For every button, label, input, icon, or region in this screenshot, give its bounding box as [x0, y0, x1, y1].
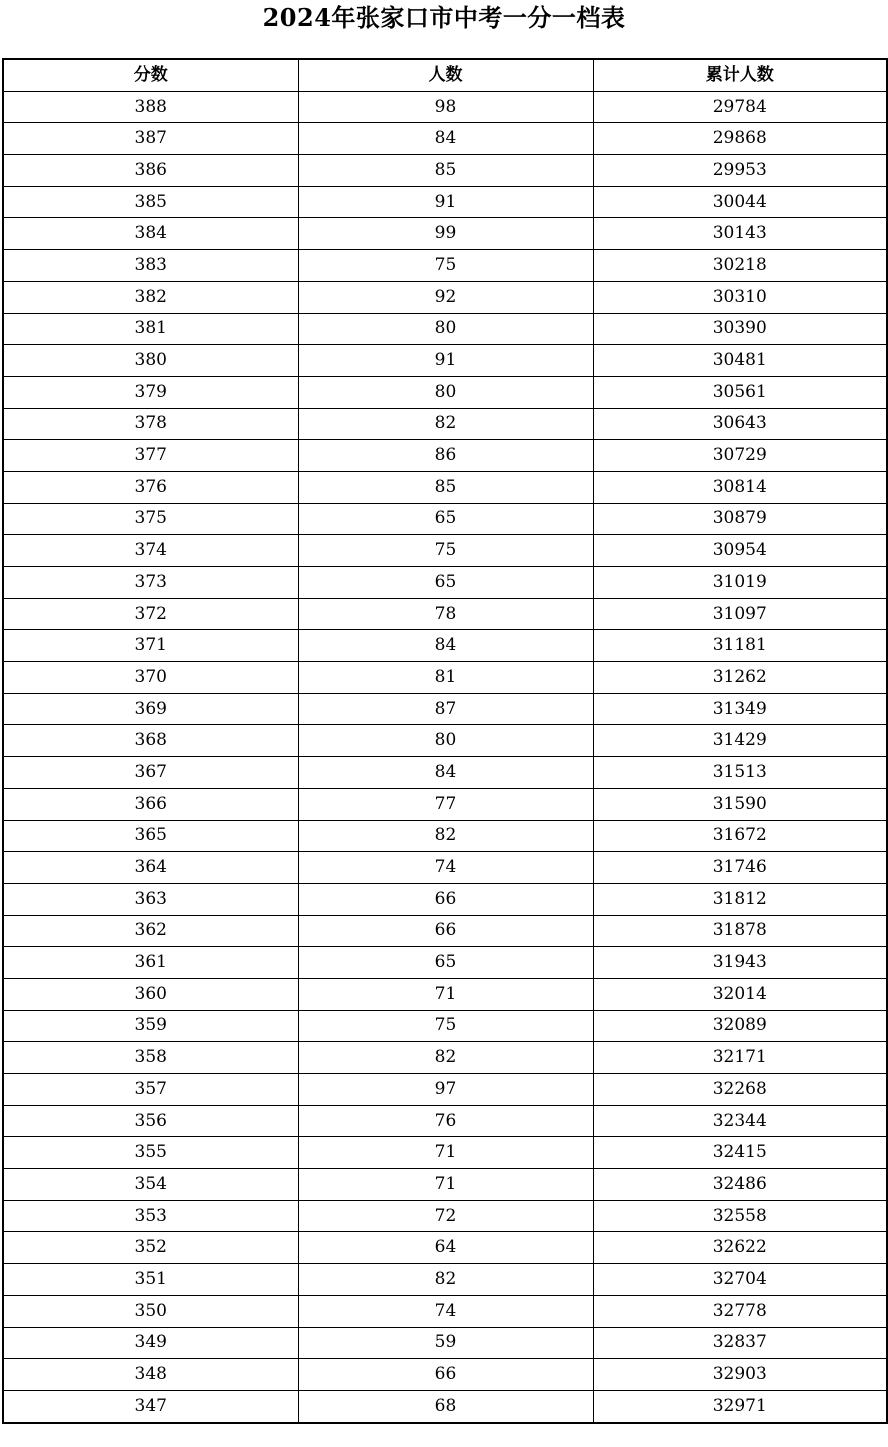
cumulative-cell: 30481	[593, 345, 887, 377]
cumulative-cell: 31812	[593, 883, 887, 915]
table-row	[3, 1010, 887, 1042]
score-cell: 348	[3, 1359, 298, 1391]
page-title: 2024年张家口市中考一分一档表	[262, 3, 626, 32]
header-count: 人数	[298, 59, 593, 91]
table-row	[3, 725, 887, 757]
table-row	[3, 1042, 887, 1074]
count-cell: 68	[298, 1390, 593, 1422]
score-cell: 361	[3, 947, 298, 979]
count-cell: 86	[298, 440, 593, 472]
table-row	[3, 1390, 887, 1422]
score-cell: 368	[3, 725, 298, 757]
cumulative-cell: 30218	[593, 250, 887, 282]
score-cell: 377	[3, 440, 298, 472]
score-cell: 363	[3, 883, 298, 915]
table-row	[3, 281, 887, 313]
cumulative-cell: 30643	[593, 408, 887, 440]
table-row	[3, 567, 887, 599]
score-cell: 386	[3, 155, 298, 187]
score-cell: 376	[3, 471, 298, 503]
cumulative-cell: 30143	[593, 218, 887, 250]
table-row	[3, 1264, 887, 1296]
score-cell: 375	[3, 503, 298, 535]
count-cell: 84	[298, 123, 593, 155]
count-cell: 82	[298, 820, 593, 852]
count-cell: 65	[298, 567, 593, 599]
table-row	[3, 1327, 887, 1359]
count-cell: 82	[298, 1042, 593, 1074]
cumulative-cell: 32268	[593, 1074, 887, 1106]
cumulative-cell: 32089	[593, 1010, 887, 1042]
count-cell: 65	[298, 947, 593, 979]
score-cell: 354	[3, 1169, 298, 1201]
score-cell: 383	[3, 250, 298, 282]
table-row	[3, 1200, 887, 1232]
score-cell: 378	[3, 408, 298, 440]
cumulative-cell: 31746	[593, 852, 887, 884]
count-cell: 91	[298, 345, 593, 377]
count-cell: 82	[298, 1264, 593, 1296]
count-cell: 66	[298, 915, 593, 947]
table-row	[3, 947, 887, 979]
cumulative-cell: 31590	[593, 788, 887, 820]
score-cell: 388	[3, 91, 298, 123]
count-cell: 72	[298, 1200, 593, 1232]
score-cell: 379	[3, 376, 298, 408]
count-cell: 66	[298, 883, 593, 915]
count-cell: 59	[298, 1327, 593, 1359]
count-cell: 78	[298, 598, 593, 630]
table-row	[3, 978, 887, 1010]
count-cell: 76	[298, 1105, 593, 1137]
table-header-row	[3, 59, 887, 91]
count-cell: 74	[298, 852, 593, 884]
count-cell: 66	[298, 1359, 593, 1391]
score-cell: 372	[3, 598, 298, 630]
count-cell: 81	[298, 662, 593, 694]
count-cell: 71	[298, 1169, 593, 1201]
score-cell: 350	[3, 1295, 298, 1327]
table-row	[3, 218, 887, 250]
table-row	[3, 471, 887, 503]
cumulative-cell: 32171	[593, 1042, 887, 1074]
cumulative-cell: 32486	[593, 1169, 887, 1201]
count-cell: 99	[298, 218, 593, 250]
table-row	[3, 535, 887, 567]
score-cell: 382	[3, 281, 298, 313]
score-cell: 365	[3, 820, 298, 852]
score-cell: 364	[3, 852, 298, 884]
score-cell: 380	[3, 345, 298, 377]
table-row	[3, 250, 887, 282]
score-cell: 373	[3, 567, 298, 599]
count-cell: 82	[298, 408, 593, 440]
cumulative-cell: 32344	[593, 1105, 887, 1137]
cumulative-cell: 31513	[593, 757, 887, 789]
count-cell: 65	[298, 503, 593, 535]
score-cell: 384	[3, 218, 298, 250]
score-cell: 349	[3, 1327, 298, 1359]
cumulative-cell: 32014	[593, 978, 887, 1010]
cumulative-cell: 30390	[593, 313, 887, 345]
count-cell: 71	[298, 1137, 593, 1169]
score-cell: 381	[3, 313, 298, 345]
table-row	[3, 408, 887, 440]
count-cell: 92	[298, 281, 593, 313]
score-cell: 362	[3, 915, 298, 947]
table-row	[3, 598, 887, 630]
table-row	[3, 123, 887, 155]
cumulative-cell: 29953	[593, 155, 887, 187]
count-cell: 77	[298, 788, 593, 820]
cumulative-cell: 31349	[593, 693, 887, 725]
cumulative-cell: 31262	[593, 662, 887, 694]
count-cell: 80	[298, 313, 593, 345]
table-row	[3, 820, 887, 852]
table-row	[3, 788, 887, 820]
count-cell: 98	[298, 91, 593, 123]
cumulative-cell: 32971	[593, 1390, 887, 1422]
score-distribution-table	[2, 58, 888, 1424]
cumulative-cell: 31943	[593, 947, 887, 979]
cumulative-cell: 32558	[593, 1200, 887, 1232]
cumulative-cell: 32903	[593, 1359, 887, 1391]
table-row	[3, 757, 887, 789]
cumulative-cell: 32622	[593, 1232, 887, 1264]
score-cell: 367	[3, 757, 298, 789]
table-row	[3, 662, 887, 694]
count-cell: 87	[298, 693, 593, 725]
score-cell: 370	[3, 662, 298, 694]
table-row	[3, 1359, 887, 1391]
table-row	[3, 1169, 887, 1201]
cumulative-cell: 30310	[593, 281, 887, 313]
score-cell: 356	[3, 1105, 298, 1137]
score-cell: 385	[3, 186, 298, 218]
count-cell: 71	[298, 978, 593, 1010]
score-cell: 360	[3, 978, 298, 1010]
score-cell: 374	[3, 535, 298, 567]
table-row	[3, 440, 887, 472]
score-cell: 371	[3, 630, 298, 662]
cumulative-cell: 32704	[593, 1264, 887, 1296]
score-cell: 359	[3, 1010, 298, 1042]
cumulative-cell: 30561	[593, 376, 887, 408]
cumulative-cell: 31878	[593, 915, 887, 947]
cumulative-cell: 30814	[593, 471, 887, 503]
count-cell: 75	[298, 250, 593, 282]
score-cell: 352	[3, 1232, 298, 1264]
cumulative-cell: 31429	[593, 725, 887, 757]
cumulative-cell: 31097	[593, 598, 887, 630]
table-row	[3, 313, 887, 345]
table-row	[3, 186, 887, 218]
cumulative-cell: 29784	[593, 91, 887, 123]
score-cell: 347	[3, 1390, 298, 1422]
count-cell: 80	[298, 376, 593, 408]
score-cell: 387	[3, 123, 298, 155]
table-row	[3, 1232, 887, 1264]
count-cell: 97	[298, 1074, 593, 1106]
table-row	[3, 155, 887, 187]
count-cell: 85	[298, 471, 593, 503]
count-cell: 91	[298, 186, 593, 218]
cumulative-cell: 32778	[593, 1295, 887, 1327]
table-row	[3, 883, 887, 915]
count-cell: 64	[298, 1232, 593, 1264]
count-cell: 75	[298, 1010, 593, 1042]
table-row	[3, 630, 887, 662]
table-row	[3, 693, 887, 725]
count-cell: 84	[298, 757, 593, 789]
table-row	[3, 376, 887, 408]
header-cumulative: 累计人数	[593, 59, 887, 91]
cumulative-cell: 32415	[593, 1137, 887, 1169]
table-row	[3, 1137, 887, 1169]
cumulative-cell: 30954	[593, 535, 887, 567]
cumulative-cell: 32837	[593, 1327, 887, 1359]
table-row	[3, 852, 887, 884]
cumulative-cell: 30879	[593, 503, 887, 535]
count-cell: 75	[298, 535, 593, 567]
table-row	[3, 345, 887, 377]
score-cell: 358	[3, 1042, 298, 1074]
cumulative-cell: 30044	[593, 186, 887, 218]
header-score: 分数	[3, 59, 298, 91]
table-row	[3, 915, 887, 947]
score-cell: 355	[3, 1137, 298, 1169]
count-cell: 74	[298, 1295, 593, 1327]
table-row	[3, 1074, 887, 1106]
score-cell: 366	[3, 788, 298, 820]
cumulative-cell: 29868	[593, 123, 887, 155]
count-cell: 80	[298, 725, 593, 757]
table-body	[3, 91, 887, 1422]
count-cell: 85	[298, 155, 593, 187]
table-row	[3, 1105, 887, 1137]
cumulative-cell: 31672	[593, 820, 887, 852]
score-cell: 357	[3, 1074, 298, 1106]
table-row	[3, 91, 887, 123]
score-cell: 353	[3, 1200, 298, 1232]
score-cell: 351	[3, 1264, 298, 1296]
table-row	[3, 1295, 887, 1327]
score-cell: 369	[3, 693, 298, 725]
count-cell: 84	[298, 630, 593, 662]
table-row	[3, 503, 887, 535]
cumulative-cell: 31181	[593, 630, 887, 662]
cumulative-cell: 31019	[593, 567, 887, 599]
cumulative-cell: 30729	[593, 440, 887, 472]
